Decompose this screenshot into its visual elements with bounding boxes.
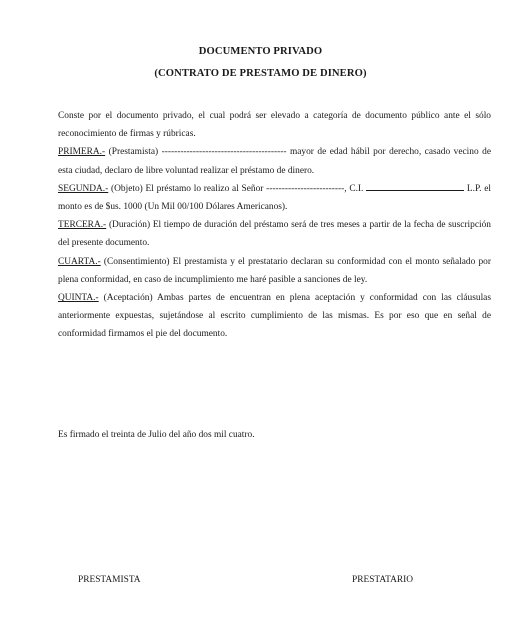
clause-heading: PRIMERA.-	[58, 147, 106, 158]
clause-text: (Duración) El tiempo de duración del préstamo será de tres meses a partir de la fecha de suscripción del presente documento.	[58, 220, 491, 249]
clause-text: (Objeto) El préstamo lo realizo al Señor -------------------------, C.I.	[108, 183, 367, 194]
clause-heading: CUARTA.-	[58, 256, 101, 267]
clause-heading: SEGUNDA.-	[58, 183, 109, 194]
clause-tercera	[58, 216, 491, 252]
signature-label-prestatario: PRESTATARIO	[352, 575, 414, 585]
clause-text: L.P. el monto es de $us. 1000 (Un Mil 00/100 Dólares Americanos).	[58, 183, 491, 213]
clause-text: (Consentimiento) El prestamista y el prestatario declaran su conformidad con el monto señalado por plena conformidad, en caso de incumplimiento me haré pasible a sanciones de ley.	[58, 256, 491, 285]
intro-paragraph: Conste por el documento privado, el cual podrá ser elevado a categoría de documento público ante el sólo reconocimiento de firmas y rúbricas.	[58, 111, 491, 140]
document-body	[58, 107, 491, 344]
clause-heading: QUINTA.-	[58, 293, 99, 304]
clause-cuarta	[58, 253, 491, 289]
clause-primera	[58, 143, 491, 179]
closing-statement: Es firmado el treinta de Julio del año dos mil cuatro.	[58, 430, 255, 440]
clause-text: (Prestamista) ---------------------------------------- mayor de edad hábil por derecho, casado vecino de esta ciudad, declaro de libre voluntad realizar el préstamo de dinero.	[58, 147, 491, 176]
clause-segunda	[58, 180, 491, 216]
blank-line	[366, 180, 464, 191]
document-subtitle: (CONTRATO DE PRESTAMO DE DINERO)	[154, 68, 367, 79]
document-title: DOCUMENTO PRIVADO	[198, 46, 323, 57]
clause-heading: TERCERA.-	[58, 220, 107, 231]
signature-label-prestamista: PRESTAMISTA	[78, 575, 141, 585]
clause-quinta	[58, 289, 491, 344]
clause-text: (Aceptación) Ambas partes de encuentran en plena aceptación y conformidad con las cláusulas anteriormente expuestas, sujetándose al escrito cumplimiento de las mismas. Es por eso que en señal de conformidad firmamos el pie del documento.	[58, 293, 491, 340]
